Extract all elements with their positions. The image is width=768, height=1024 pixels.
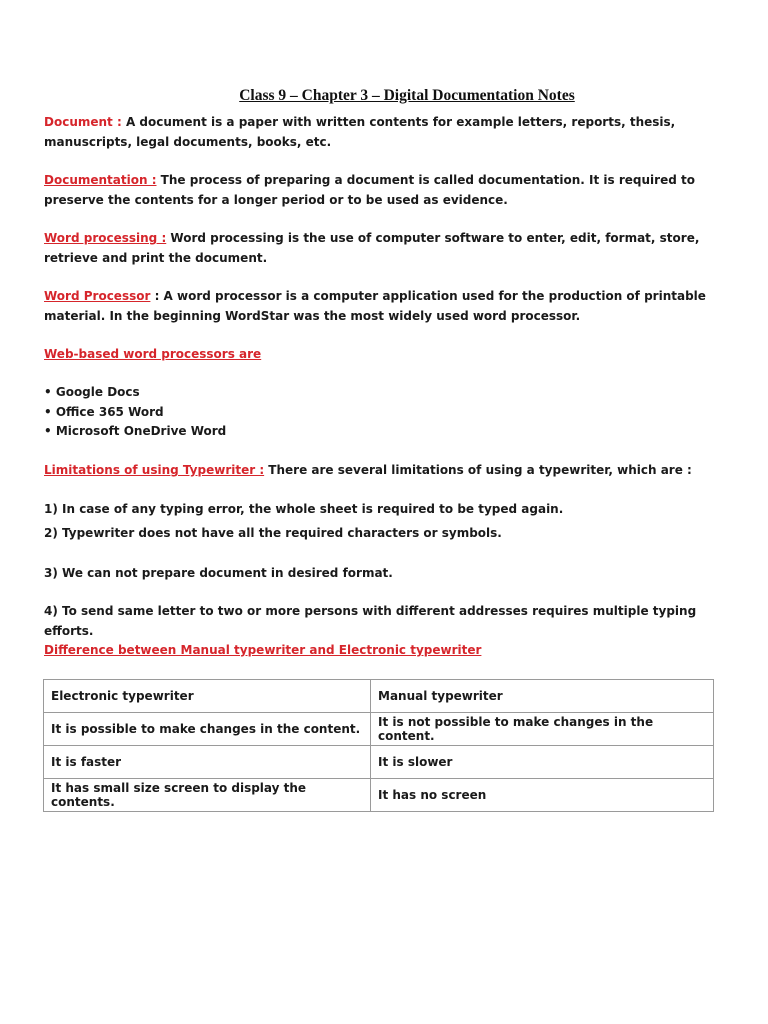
table-cell: It is slower [371, 746, 714, 779]
table-cell: It has no screen [371, 779, 714, 812]
table-cell: It has small size screen to display the contents. [44, 779, 371, 812]
term-word-processor: Word Processor [44, 289, 151, 303]
definition-documentation-text: The process of preparing a document is called documentation. It is required to preserve the contents for a longer period or to be used as evidence. [44, 173, 695, 207]
limitation-item-3: 3) We can not prepare document in desired format. [44, 566, 393, 580]
definition-documentation [44, 171, 734, 210]
list-item-office-365: • Office 365 Word [44, 405, 164, 419]
limitation-item-4: 4) To send same letter to two or more persons with different addresses requires multiple typing efforts. [44, 604, 697, 638]
table-cell: It is not possible to make changes in the content. [371, 713, 714, 746]
table-cell: It is possible to make changes in the content. [44, 713, 371, 746]
term-documentation: Documentation : [44, 173, 157, 187]
list-item-google-docs: • Google Docs [44, 385, 140, 399]
table-row [44, 746, 714, 779]
definition-word-processing-text: Word processing is the use of computer software to enter, edit, format, store, retrieve and print the document. [44, 231, 700, 265]
comparison-table [43, 679, 714, 812]
table-header-cell: Electronic typewriter [44, 680, 371, 713]
definition-word-processor [44, 287, 734, 326]
definition-word-processing [44, 229, 734, 268]
table-header-cell: Manual typewriter [371, 680, 714, 713]
web-based-heading: Web-based word processors are [44, 347, 262, 361]
difference-heading: Difference between Manual typewriter and Electronic typewriter [44, 643, 482, 657]
table-cell: It is faster [44, 746, 371, 779]
limitation-item-1: 1) In case of any typing error, the whole sheet is required to be typed again. [44, 502, 564, 516]
limitation-item-2: 2) Typewriter does not have all the required characters or symbols. [44, 526, 502, 540]
list-item-onedrive: • Microsoft OneDrive Word [44, 424, 227, 438]
definition-document-text: A document is a paper with written contents for example letters, reports, thesis, manuscripts, legal documents, books, etc. [44, 115, 676, 149]
term-limitations: Limitations of using Typewriter : [44, 463, 265, 477]
table-row [44, 779, 714, 812]
limitations-intro [44, 461, 734, 481]
table-row [44, 713, 714, 746]
page-title: Class 9 – Chapter 3 – Digital Documentation Notes [239, 87, 575, 104]
limitations-intro-text: There are several limitations of using a typewriter, which are : [264, 463, 692, 477]
definition-document [44, 113, 734, 152]
table-header-row [44, 680, 714, 713]
definition-word-processor-text: : A word processor is a computer application used for the production of printable material. In the beginning WordStar was the most widely used word processor. [44, 289, 706, 323]
term-word-processing: Word processing : [44, 231, 167, 245]
term-document: Document : [44, 115, 122, 129]
